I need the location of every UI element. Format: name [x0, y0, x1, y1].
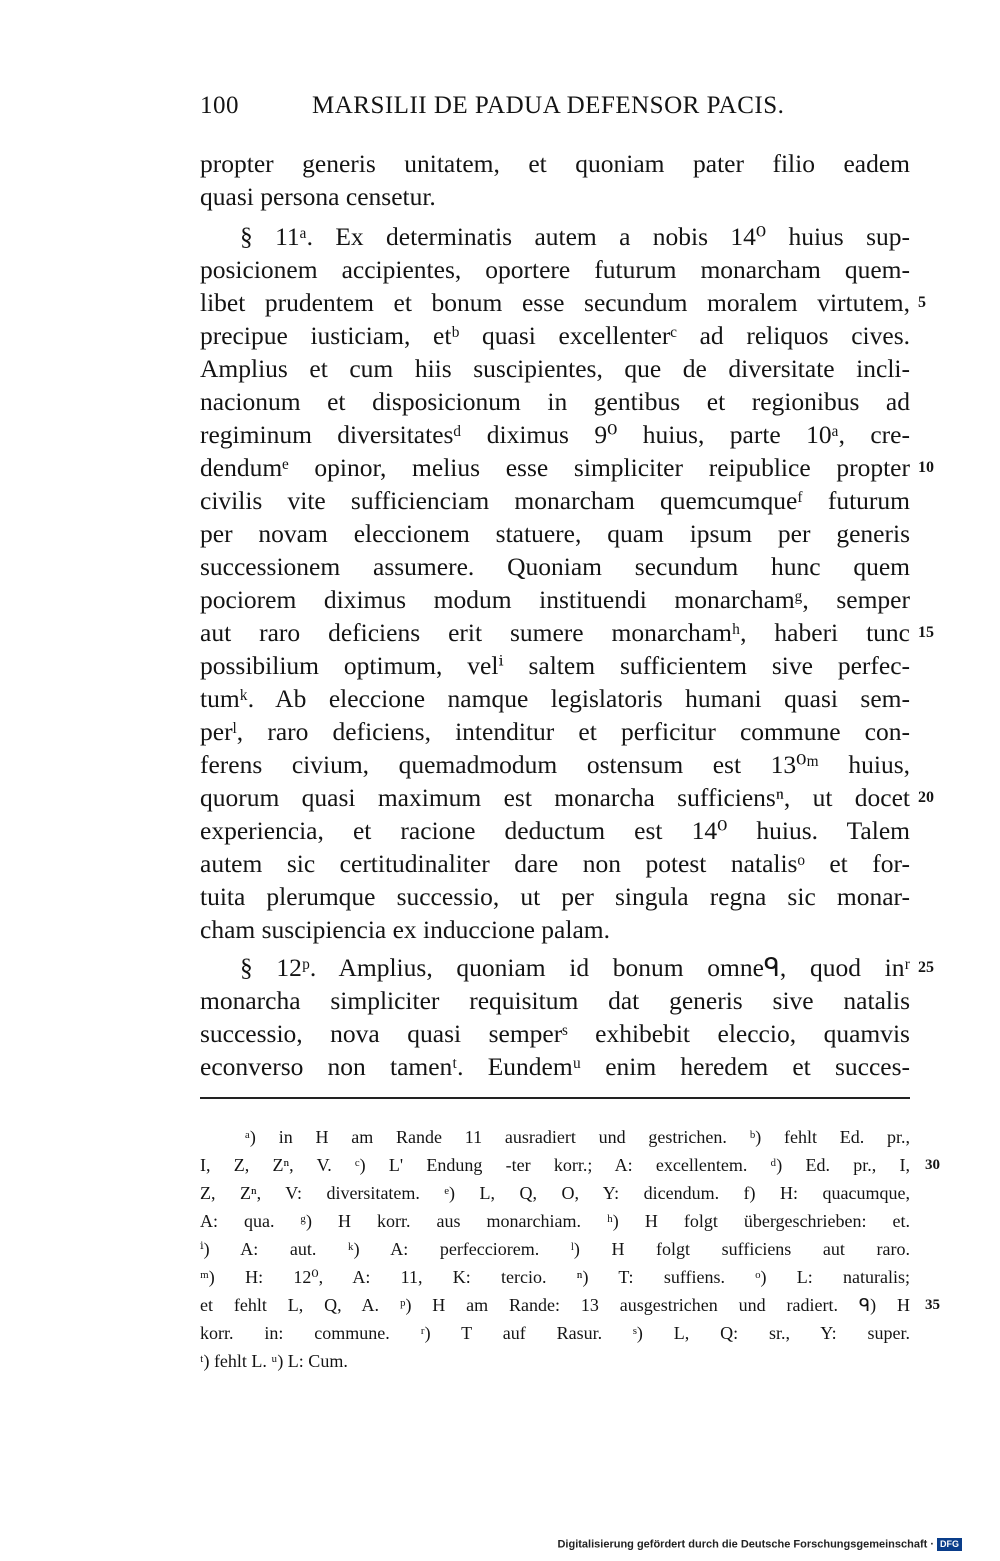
text-line: precipue iusticiam, etᵇ quasi excellenterᶜ ad reliquos cives. — [200, 321, 910, 350]
text-line: civilis vite sufficienciam monarcham quemcumqueᶠ futurum — [200, 486, 910, 515]
footnote-line: ᵐ) H: 12⁰, A: 11, K: tercio. ⁿ) T: suffiens. ᵒ) L: naturalis; — [200, 1267, 910, 1287]
footnote-line: et fehlt L, Q, A. ᵖ) H am Rande: 13 ausgestrichen und radiert. ᑫ) H — [200, 1295, 910, 1315]
footnote-line: Z, Zⁿ, V: diversitatem. ᵉ) L, Q, O, Y: dicendum. f) H: quacumque, — [200, 1183, 910, 1203]
line-number: 25 — [918, 959, 934, 976]
text-line: autem sic certitudinaliter dare non potest natalisᵒ et for- — [200, 849, 910, 878]
footnote-divider — [200, 1097, 910, 1099]
text-line: monarcha simpliciter requisitum dat generis sive natalis — [200, 986, 910, 1015]
line-number: 5 — [918, 294, 926, 311]
line-number: 30 — [925, 1157, 940, 1173]
text-line: successionem assumere. Quoniam secundum hunc quem — [200, 552, 910, 581]
line-number: 15 — [918, 624, 934, 641]
line-number: 20 — [918, 789, 934, 806]
credit-text: Digitalisierung gefördert durch die Deutsche Forschungsgemeinschaft · — [557, 1538, 934, 1551]
text-line: Amplius et cum hiis suscipientes, que de diversitate incli- — [200, 354, 910, 383]
footnote-line: A: qua. ᵍ) H korr. aus monarchiam. ʰ) H folgt übergeschrieben: et. — [200, 1211, 910, 1231]
footnote-line: ᵗ) fehlt L. ᵘ) L: Cum. — [200, 1351, 348, 1371]
digitization-credit — [557, 1538, 962, 1551]
text-line: § 11ᵃ. Ex determinatis autem a nobis 14⁰ huius sup- — [240, 222, 910, 251]
text-line: econverso non tamenᵗ. Eundemᵘ enim heredem et succes- — [200, 1052, 910, 1081]
text-line: propter generis unitatem, et quoniam pater filio eadem — [200, 149, 910, 178]
line-number: 35 — [925, 1297, 940, 1313]
page-header — [200, 92, 910, 132]
text-line: pociorem diximus modum instituendi monarchamᵍ, semper — [200, 585, 910, 614]
text-line: perˡ, raro deficiens, intenditur et perficitur commune con- — [200, 717, 910, 746]
text-line: possibilium optimum, velⁱ saltem sufficientem sive perfec- — [200, 651, 910, 680]
page-number: 100 — [200, 92, 239, 119]
text-line: cham suscipiencia ex induccione palam. — [200, 915, 610, 944]
text-line: quorum quasi maximum est monarcha sufficiensⁿ, ut docet — [200, 783, 910, 812]
footnote-line: ᵃ) in H am Rande 11 ausradiert und gestrichen. ᵇ) fehlt Ed. pr., — [245, 1127, 910, 1147]
text-line: § 12ᵖ. Amplius, quoniam id bonum omneᑫ, quod inʳ — [240, 953, 910, 982]
line-number: 10 — [918, 459, 934, 476]
running-title: MARSILII DE PADUA DEFENSOR PACIS. — [312, 92, 785, 119]
text-line: experiencia, et racione deductum est 14⁰ huius. Talem — [200, 816, 910, 845]
text-line: regiminum diversitatesᵈ diximus 9⁰ huius, parte 10ᵃ, cre- — [200, 420, 910, 449]
footnote-line: ⁱ) A: aut. ᵏ) A: perfecciorem. ˡ) H folgt sufficiens aut raro. — [200, 1239, 910, 1259]
text-line: tuita plerumque successio, ut per singula regna sic monar- — [200, 882, 910, 911]
text-line: libet prudentem et bonum esse secundum moralem virtutem, — [200, 288, 910, 317]
text-line: nacionum et disposicionum in gentibus et regionibus ad — [200, 387, 910, 416]
text-line: ferens civium, quemadmodum ostensum est 13⁰ᵐ huius, — [200, 750, 910, 779]
footnote-line: korr. in: commune. ʳ) T auf Rasur. ˢ) L, Q: sr., Y: super. — [200, 1323, 910, 1343]
text-line: successio, nova quasi semperˢ exhibebit eleccio, quamvis — [200, 1019, 910, 1048]
text-line: aut raro deficiens erit sumere monarchamʰ, haberi tunc — [200, 618, 910, 647]
dfg-logo: DFG — [937, 1538, 962, 1551]
text-line: per novam eleccionem statuere, quam ipsum per generis — [200, 519, 910, 548]
text-line: quasi persona censetur. — [200, 182, 436, 211]
text-line: posicionem accipientes, oportere futurum monarcham quem- — [200, 255, 910, 284]
text-line: dendumᵉ opinor, melius esse simpliciter reipublice propter — [200, 453, 910, 482]
text-line: tumᵏ. Ab eleccione namque legislatoris humani quasi sem- — [200, 684, 910, 713]
footnote-line: I, Z, Zⁿ, V. ᶜ) L' Endung -ter korr.; A: excellentem. ᵈ) Ed. pr., I, — [200, 1155, 910, 1175]
